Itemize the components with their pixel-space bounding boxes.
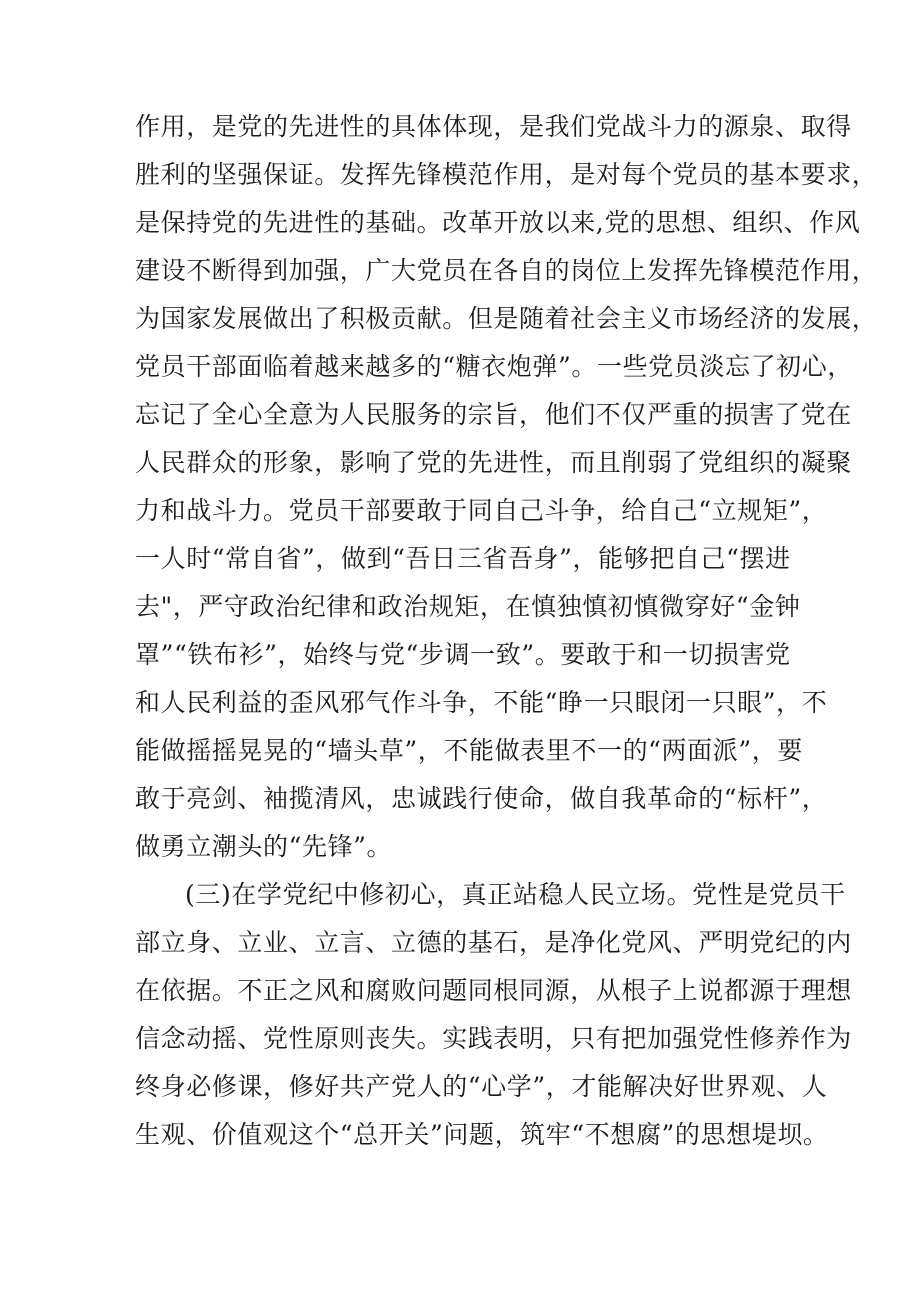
text-line: 敢于亮剑、袖揽清风，忠诚践行使命，做自我革命的“标杆”， xyxy=(135,784,828,813)
text-line: 能做摇摇晃晃的“墙头草”，不能做表里不一的“两面派”，要 xyxy=(135,736,803,765)
text-line: 力和战斗力。党员干部要敢于同自己斗争，给自己“立规矩”， xyxy=(135,496,828,525)
text-line: 建设不断得到加强，广大党员在各自的岗位上发挥先锋模范作用， xyxy=(135,256,878,285)
text-line: 做勇立潮头的“先锋”。 xyxy=(135,832,393,861)
text-line: 是保持党的先进性的基础。改革开放以来,党的思想、组织、作风 xyxy=(135,208,861,237)
text-line: 胜利的坚强保证。发挥先锋模范作用，是对每个党员的基本要求， xyxy=(135,160,878,189)
text-line: 去"，严守政治纪律和政治规矩，在慎独慎初慎微穿好“金钟 xyxy=(135,592,801,621)
text-line: 为国家发展做出了积极贡献。但是随着社会主义市场经济的发展， xyxy=(135,304,878,333)
text-line: 信念动摇、党性原则丧失。实践表明，只有把加强党性修养作为 xyxy=(135,1024,852,1053)
paragraph-start-line: (三)在学党纪中修初心，真正站稳人民立场。党性是党员干 xyxy=(185,880,846,909)
text-line: 罩”“铁布衫”，始终与党“步调一致”。要敢于和一切损害党 xyxy=(135,640,791,669)
text-line: 部立身、立业、立言、立德的基石，是净化党风、严明党纪的内 xyxy=(135,928,852,957)
text-line: 终身必修课，修好共产党人的“心学”，才能解决好世界观、人 xyxy=(135,1072,828,1101)
text-line: 生观、价值观这个“总开关”问题，筑牢“不想腐”的思想堤坝。 xyxy=(135,1120,829,1149)
text-line: 和人民利益的歪风邪气作斗争，不能“睁一只眼闭一只眼”，不 xyxy=(135,688,828,717)
text-line: 人民群众的形象，影响了党的先进性，而且削弱了党组织的凝聚 xyxy=(135,448,852,477)
text-line: 作用，是党的先进性的具体体现，是我们党战斗力的源泉、取得 xyxy=(135,112,852,141)
text-line: 在依据。不正之风和腐败问题同根同源，从根子上说都源于理想 xyxy=(135,976,852,1005)
text-line: 一人时“常自省”，做到“吾日三省吾身”，能够把自己“摆进 xyxy=(135,544,791,573)
text-line: 党员干部面临着越来越多的“糖衣炮弹”。一些党员淡忘了初心， xyxy=(135,352,853,381)
text-line: 忘记了全心全意为人民服务的宗旨，他们不仅严重的损害了党在 xyxy=(135,400,852,429)
